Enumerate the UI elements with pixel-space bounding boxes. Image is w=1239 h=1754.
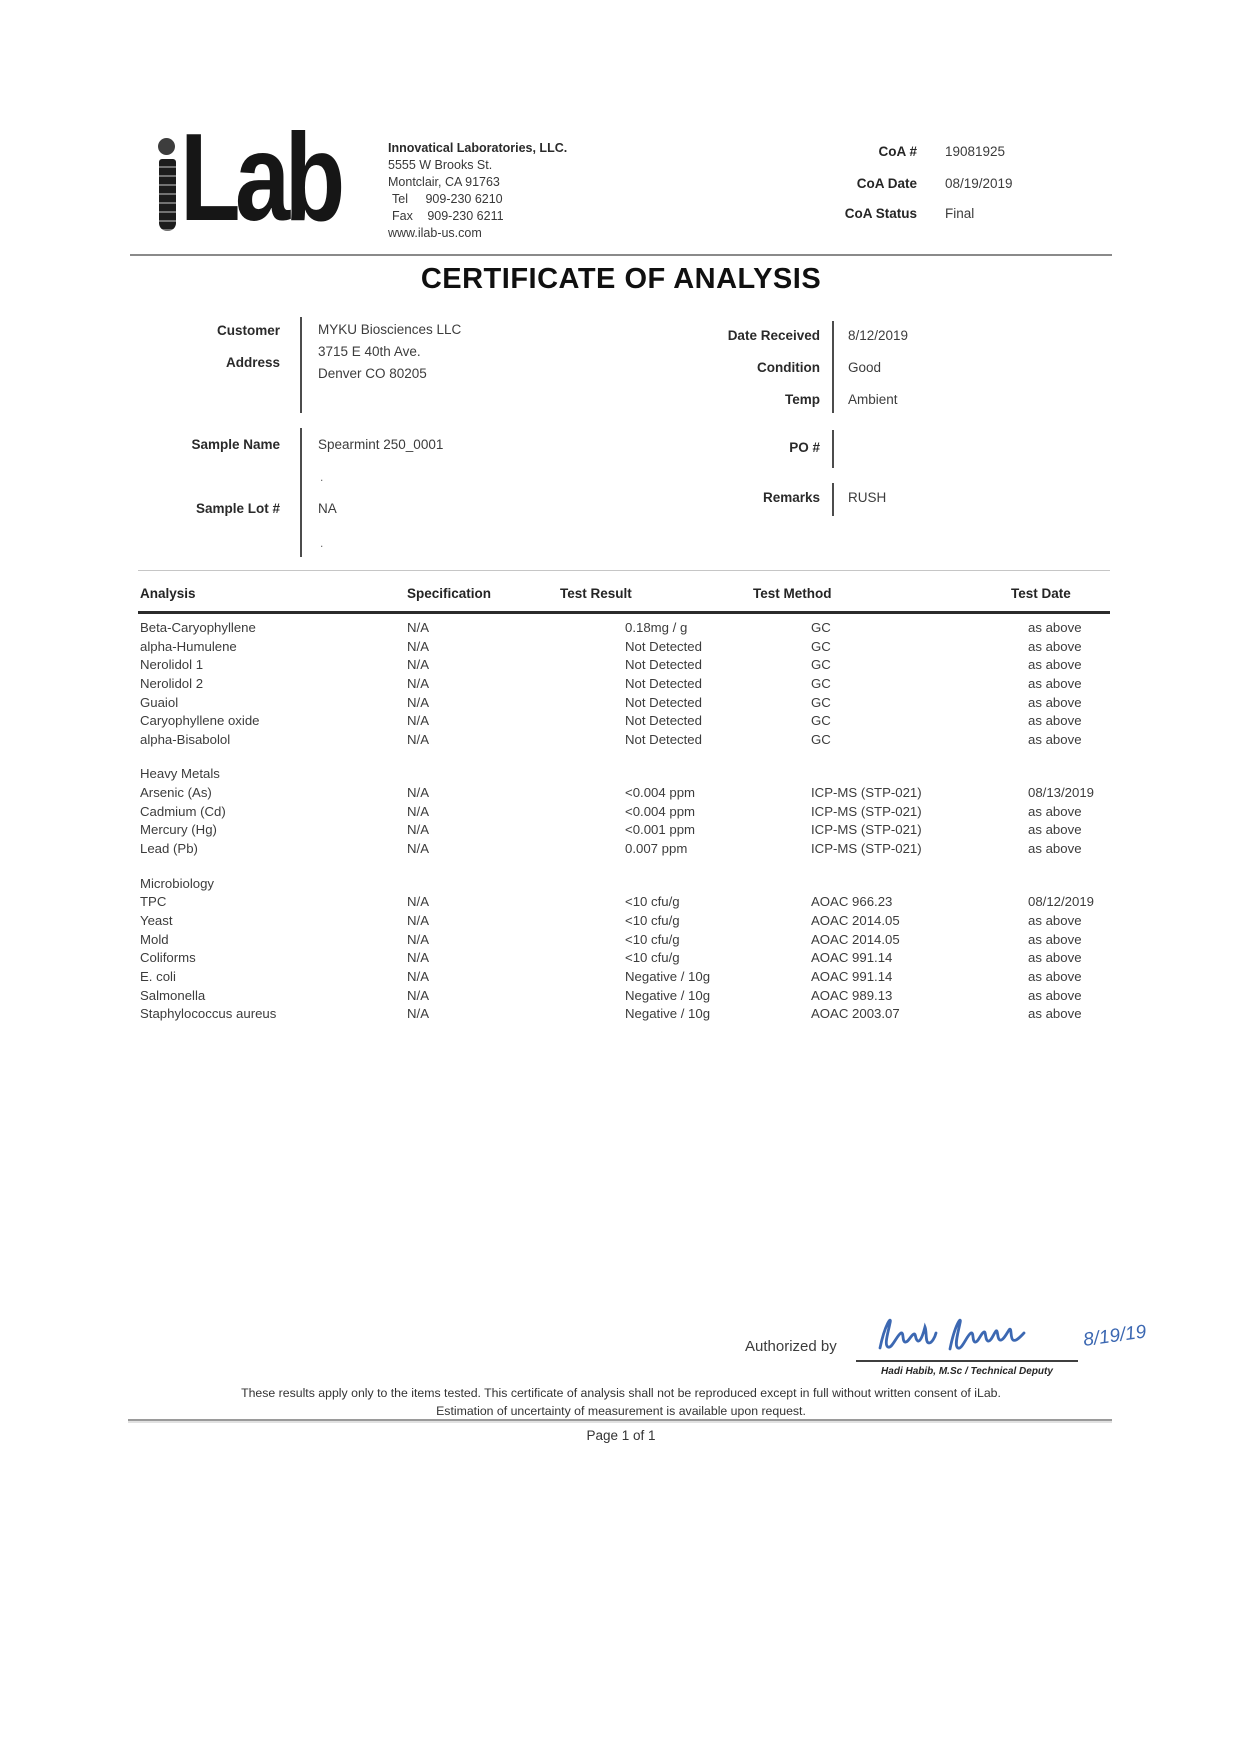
test-method-cell: AOAC 966.23 [811, 894, 893, 910]
test-result-cell: Negative / 10g [625, 1006, 711, 1022]
test-date-cell: as above [1028, 694, 1082, 710]
specification-cell: N/A [407, 657, 429, 673]
coa-date-value: 08/19/2019 [945, 176, 1013, 191]
sample-name-dot: . [320, 470, 324, 484]
col-test-result: Test Result [560, 586, 632, 601]
test-date-cell: as above [1028, 620, 1082, 635]
tel-label: Tel [392, 192, 408, 206]
table-row [140, 821, 1110, 840]
remarks-divider [832, 483, 834, 516]
col-specification: Specification [407, 586, 492, 601]
company-name: Innovatical Laboratories, LLC. [388, 141, 568, 155]
test-date-cell: as above [1028, 822, 1082, 838]
test-method-cell: GC [811, 694, 831, 710]
authorized-by-label: Authorized by [745, 1338, 837, 1355]
tel-number: 909-230 6210 [425, 192, 503, 206]
test-method-cell: AOAC 2014.05 [811, 931, 900, 947]
test-result-cell: Not Detected [625, 694, 702, 710]
test-date-cell: 08/13/2019 [1028, 785, 1095, 801]
disclaimer-line-1: These results apply only to the items tested. This certificate of analysis shall not be reproduced except in full without written consent of iLab. [241, 1386, 1001, 1400]
date-received-label: Date Received [727, 328, 820, 343]
test-date-cell: as above [1028, 841, 1082, 857]
specification-cell: N/A [407, 694, 429, 710]
table-row [140, 931, 1110, 950]
analysis-cell: Arsenic (As) [140, 785, 212, 801]
signer-name-title: Hadi Habib, M.Sc / Technical Deputy [881, 1366, 1053, 1377]
analysis-cell: E. coli [140, 968, 176, 984]
sample-lot-dot: . [320, 536, 324, 550]
table-header-rule [138, 611, 1110, 614]
test-date-cell: as above [1028, 968, 1082, 984]
company-website: www.ilab-us.com [388, 226, 482, 240]
analysis-cell: Caryophyllene oxide [140, 713, 260, 729]
test-date-cell: as above [1028, 713, 1082, 729]
test-date-cell: as above [1028, 803, 1082, 819]
test-date-cell: as above [1028, 1006, 1082, 1022]
results-table-body [140, 619, 1110, 1024]
fax-label: Fax [392, 209, 413, 223]
logo-lab-text: Lab [180, 109, 340, 247]
signature-date: 8/19/19 [1081, 1321, 1148, 1352]
header-divider [130, 254, 1112, 256]
table-row [140, 675, 1110, 694]
analysis-cell: Guaiol [140, 694, 179, 710]
test-method-cell: GC [811, 713, 831, 729]
group-header-label: Heavy Metals [140, 766, 220, 782]
temp-value: Ambient [848, 392, 898, 407]
table-row [140, 784, 1110, 803]
analysis-cell: Cadmium (Cd) [140, 803, 226, 819]
company-tel [388, 191, 567, 208]
test-result-cell: Not Detected [625, 638, 702, 654]
remarks-label: Remarks [762, 490, 820, 505]
test-result-cell: 0.18mg / g [625, 620, 688, 635]
test-result-cell: <10 cfu/g [625, 912, 680, 928]
customer-value: MYKU Biosciences LLC [318, 322, 462, 337]
specification-cell: N/A [407, 713, 429, 729]
test-date-cell: as above [1028, 657, 1082, 673]
sample-name-value: Spearmint 250_0001 [318, 437, 444, 452]
col-test-method: Test Method [753, 586, 832, 601]
specification-cell: N/A [407, 1006, 429, 1022]
table-header [140, 586, 1110, 601]
temp-label: Temp [784, 392, 820, 407]
sample-lot-value: NA [318, 501, 337, 516]
table-group-header [140, 765, 1110, 784]
address-value-2: Denver CO 80205 [318, 366, 427, 381]
company-fax [388, 208, 567, 225]
col-analysis: Analysis [140, 586, 196, 601]
analysis-cell: alpha-Bisabolol [140, 731, 231, 747]
address-value-1: 3715 E 40th Ave. [318, 344, 421, 359]
coa-date-label: CoA Date [856, 176, 917, 191]
col-test-date: Test Date [1011, 586, 1071, 601]
specification-cell: N/A [407, 785, 429, 801]
test-method-cell: ICP-MS (STP-021) [811, 822, 922, 838]
table-row [140, 803, 1110, 822]
specification-cell: N/A [407, 620, 429, 635]
specification-cell: N/A [407, 950, 429, 966]
specification-cell: N/A [407, 731, 429, 747]
po-label: PO # [789, 440, 820, 455]
test-method-cell: AOAC 989.13 [811, 987, 893, 1003]
test-result-cell: <0.001 ppm [625, 822, 696, 838]
signature-line [856, 1360, 1078, 1362]
specification-cell: N/A [407, 987, 429, 1003]
specification-cell: N/A [407, 968, 429, 984]
table-row [140, 968, 1110, 987]
test-result-cell: <10 cfu/g [625, 894, 680, 910]
test-result-cell: <0.004 ppm [625, 785, 696, 801]
table-row [140, 712, 1110, 731]
analysis-cell: Lead (Pb) [140, 841, 198, 857]
table-row [140, 840, 1110, 859]
analysis-cell: Coliforms [140, 950, 196, 966]
test-method-cell: AOAC 2014.05 [811, 912, 900, 928]
group-header-label: Microbiology [140, 875, 215, 891]
analysis-cell: Nerolidol 1 [140, 657, 204, 673]
table-group-header [140, 875, 1110, 894]
test-result-cell: Not Detected [625, 713, 702, 729]
test-method-cell: ICP-MS (STP-021) [811, 841, 922, 857]
test-date-cell: as above [1028, 731, 1082, 747]
test-date-cell: as above [1028, 675, 1082, 691]
condition-label: Condition [757, 360, 820, 375]
disclaimer-line-2: Estimation of uncertainty of measurement is available upon request. [436, 1404, 806, 1418]
table-row [140, 619, 1110, 638]
table-row [140, 893, 1110, 912]
test-tube-icon [159, 159, 176, 231]
sample-divider [300, 428, 302, 557]
specification-cell: N/A [407, 803, 429, 819]
test-result-cell: Negative / 10g [625, 987, 711, 1003]
table-top-rule [138, 570, 1110, 571]
po-divider [832, 430, 834, 468]
specification-cell: N/A [407, 638, 429, 654]
test-method-cell: AOAC 991.14 [811, 950, 893, 966]
test-result-cell: Not Detected [625, 675, 702, 691]
ilab-logo [150, 109, 365, 247]
test-date-cell: as above [1028, 638, 1082, 654]
table-row [140, 656, 1110, 675]
test-date-cell: as above [1028, 987, 1082, 1003]
analysis-cell: Salmonella [140, 987, 206, 1003]
company-block [388, 140, 567, 242]
address-label: Address [225, 355, 280, 370]
table-row [140, 638, 1110, 657]
analysis-cell: Mercury (Hg) [140, 822, 217, 838]
signature-scribble [874, 1312, 1036, 1360]
analysis-cell: TPC [140, 894, 167, 910]
table-row [140, 731, 1110, 750]
table-row [140, 987, 1110, 1006]
specification-cell: N/A [407, 894, 429, 910]
table-row [140, 1005, 1110, 1024]
analysis-cell: Staphylococcus aureus [140, 1006, 277, 1022]
remarks-value: RUSH [848, 490, 887, 505]
coa-status-label: CoA Status [844, 206, 917, 221]
sample-name-label: Sample Name [191, 437, 280, 452]
specification-cell: N/A [407, 931, 429, 947]
sample-lot-label: Sample Lot # [195, 501, 280, 516]
test-date-cell: as above [1028, 912, 1082, 928]
test-method-cell: AOAC 2003.07 [811, 1006, 900, 1022]
page-title: CERTIFICATE OF ANALYSIS [420, 263, 822, 295]
date-received-value: 8/12/2019 [848, 328, 909, 343]
table-row [140, 694, 1110, 713]
table-row [140, 949, 1110, 968]
table-row [140, 912, 1110, 931]
fax-number: 909-230 6211 [427, 209, 504, 223]
analysis-cell: Mold [140, 931, 169, 947]
coa-number-label: CoA # [878, 144, 917, 159]
test-result-cell: Not Detected [625, 657, 702, 673]
test-date-cell: as above [1028, 950, 1082, 966]
condition-value: Good [848, 360, 882, 375]
test-result-cell: Negative / 10g [625, 968, 711, 984]
test-method-cell: GC [811, 638, 831, 654]
specification-cell: N/A [407, 912, 429, 928]
received-divider [832, 321, 834, 413]
specification-cell: N/A [407, 675, 429, 691]
test-method-cell: GC [811, 620, 831, 635]
test-result-cell: Not Detected [625, 731, 702, 747]
test-method-cell: GC [811, 657, 831, 673]
analysis-cell: Nerolidol 2 [140, 675, 204, 691]
company-address1: 5555 W Brooks St. [388, 158, 493, 172]
test-method-cell: ICP-MS (STP-021) [811, 803, 922, 819]
test-date-cell: 08/12/2019 [1028, 894, 1095, 910]
test-method-cell: GC [811, 675, 831, 691]
company-address2: Montclair, CA 91763 [388, 175, 500, 189]
page-number: Page 1 of 1 [586, 1428, 656, 1443]
specification-cell: N/A [407, 841, 429, 857]
footer-divider [128, 1419, 1112, 1421]
specification-cell: N/A [407, 822, 429, 838]
analysis-cell: Beta-Caryophyllene [140, 620, 256, 635]
customer-label: Customer [216, 323, 280, 338]
test-date-cell: as above [1028, 931, 1082, 947]
test-result-cell: 0.007 ppm [625, 841, 688, 857]
test-result-cell: <10 cfu/g [625, 931, 680, 947]
test-result-cell: <10 cfu/g [625, 950, 680, 966]
analysis-cell: alpha-Humulene [140, 638, 237, 654]
test-result-cell: <0.004 ppm [625, 803, 696, 819]
test-tube-dot-icon [158, 138, 175, 155]
customer-divider [300, 317, 302, 413]
test-method-cell: GC [811, 731, 831, 747]
analysis-cell: Yeast [140, 912, 173, 928]
test-method-cell: ICP-MS (STP-021) [811, 785, 922, 801]
coa-status-value: Final [945, 206, 975, 221]
test-method-cell: AOAC 991.14 [811, 968, 893, 984]
coa-number-value: 19081925 [945, 144, 1006, 159]
